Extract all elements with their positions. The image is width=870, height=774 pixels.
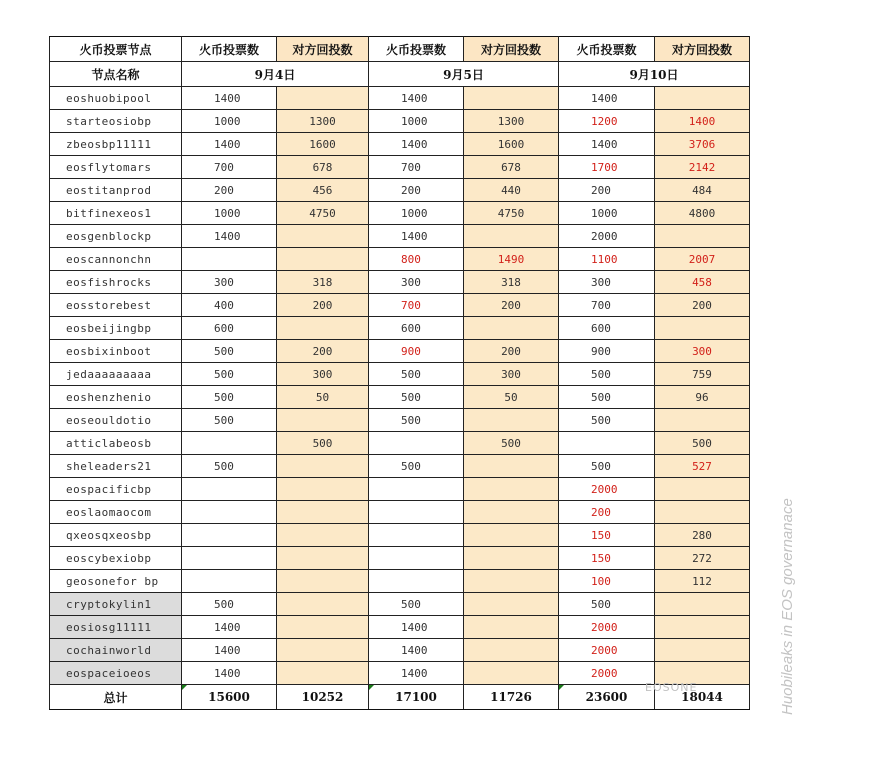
return-votes-cell: 200 — [277, 294, 369, 317]
table-row — [50, 386, 750, 409]
header-date: 9月5日 — [369, 62, 559, 87]
node-name-cell: eosflytomars — [50, 156, 182, 179]
node-name-cell: cryptokylin1 — [50, 593, 182, 616]
return-votes-cell — [277, 87, 369, 110]
huobi-votes-cell — [182, 248, 277, 271]
huobi-votes-cell: 1400 — [559, 87, 655, 110]
table-row — [50, 524, 750, 547]
huobi-votes-cell: 1000 — [182, 202, 277, 225]
node-name-cell: eosgenblockp — [50, 225, 182, 248]
huobi-votes-cell: 500 — [182, 409, 277, 432]
huobi-votes-cell: 1400 — [182, 225, 277, 248]
return-votes-cell: 300 — [277, 363, 369, 386]
return-votes-cell: 1490 — [464, 248, 559, 271]
return-votes-cell: 1600 — [277, 133, 369, 156]
return-votes-cell — [464, 593, 559, 616]
table-row — [50, 478, 750, 501]
huobi-votes-cell: 400 — [182, 294, 277, 317]
return-votes-cell — [655, 639, 750, 662]
return-votes-cell: 200 — [464, 294, 559, 317]
huobi-votes-cell: 500 — [182, 386, 277, 409]
table-row — [50, 363, 750, 386]
return-votes-cell: 456 — [277, 179, 369, 202]
huobi-votes-cell: 2000 — [559, 639, 655, 662]
return-votes-cell: 318 — [277, 271, 369, 294]
table-row — [50, 317, 750, 340]
return-votes-cell — [277, 225, 369, 248]
header-huobi-votes: 火币投票数 — [559, 37, 655, 62]
header-return-votes: 对方回投数 — [277, 37, 369, 62]
huobi-votes-cell: 1400 — [182, 133, 277, 156]
table-row — [50, 639, 750, 662]
huobi-votes-cell: 1400 — [369, 662, 464, 685]
huobi-votes-cell: 1400 — [182, 639, 277, 662]
total-value-cell: 15600 — [182, 685, 277, 710]
huobi-votes-cell: 700 — [182, 156, 277, 179]
return-votes-cell: 4750 — [464, 202, 559, 225]
return-votes-cell — [464, 478, 559, 501]
table-row — [50, 87, 750, 110]
return-votes-cell: 112 — [655, 570, 750, 593]
huobi-votes-cell: 700 — [369, 156, 464, 179]
huobi-votes-cell: 700 — [559, 294, 655, 317]
huobi-votes-cell: 500 — [559, 455, 655, 478]
huobi-votes-cell: 200 — [559, 501, 655, 524]
huobi-votes-cell — [182, 501, 277, 524]
table-row — [50, 248, 750, 271]
huobi-votes-cell: 600 — [559, 317, 655, 340]
node-name-cell: eosstorebest — [50, 294, 182, 317]
table-row — [50, 547, 750, 570]
huobi-votes-cell: 500 — [369, 386, 464, 409]
header-node: 火币投票节点 — [50, 37, 182, 62]
return-votes-cell — [277, 409, 369, 432]
return-votes-cell: 678 — [277, 156, 369, 179]
huobi-votes-cell — [559, 432, 655, 455]
return-votes-cell — [655, 501, 750, 524]
huobi-votes-cell: 1000 — [182, 110, 277, 133]
huobi-votes-cell: 1400 — [369, 87, 464, 110]
huobi-votes-cell: 1000 — [559, 202, 655, 225]
huobi-votes-cell — [182, 547, 277, 570]
return-votes-cell — [464, 317, 559, 340]
huobi-votes-cell: 2000 — [559, 662, 655, 685]
node-name-cell: geosonefor bp — [50, 570, 182, 593]
table-row — [50, 340, 750, 363]
huobi-votes-cell: 800 — [369, 248, 464, 271]
node-name-cell: sheleaders21 — [50, 455, 182, 478]
return-votes-cell: 1600 — [464, 133, 559, 156]
header-huobi-votes: 火币投票数 — [369, 37, 464, 62]
return-votes-cell: 300 — [464, 363, 559, 386]
huobi-votes-cell: 2000 — [559, 478, 655, 501]
return-votes-cell — [464, 409, 559, 432]
huobi-votes-cell: 500 — [559, 593, 655, 616]
huobi-votes-cell: 300 — [559, 271, 655, 294]
node-name-cell: eoscybexiobp — [50, 547, 182, 570]
return-votes-cell — [464, 570, 559, 593]
huobi-votes-cell: 200 — [369, 179, 464, 202]
table-row — [50, 294, 750, 317]
huobi-votes-cell: 500 — [182, 340, 277, 363]
node-name-cell: bitfinexeos1 — [50, 202, 182, 225]
return-votes-cell — [464, 616, 559, 639]
return-votes-cell — [464, 547, 559, 570]
table-row — [50, 225, 750, 248]
huobi-votes-cell: 200 — [559, 179, 655, 202]
return-votes-cell: 4800 — [655, 202, 750, 225]
return-votes-cell — [277, 593, 369, 616]
node-name-cell: atticlabeosb — [50, 432, 182, 455]
huobi-votes-cell — [369, 524, 464, 547]
huobi-votes-cell — [369, 432, 464, 455]
huobi-votes-cell: 1400 — [182, 87, 277, 110]
huobi-votes-cell: 300 — [369, 271, 464, 294]
huobi-votes-cell: 700 — [369, 294, 464, 317]
huobi-votes-cell — [182, 524, 277, 547]
return-votes-cell — [277, 616, 369, 639]
node-name-cell: qxeosqxeosbp — [50, 524, 182, 547]
huobi-votes-cell: 150 — [559, 524, 655, 547]
node-name-cell: cochainworld — [50, 639, 182, 662]
huobi-votes-cell: 500 — [182, 455, 277, 478]
node-name-cell: eosfishrocks — [50, 271, 182, 294]
total-value-cell: 17100 — [369, 685, 464, 710]
return-votes-cell: 759 — [655, 363, 750, 386]
return-votes-cell: 500 — [464, 432, 559, 455]
node-name-cell: eospaceioeos — [50, 662, 182, 685]
huobi-votes-cell: 1000 — [369, 202, 464, 225]
header-return-votes: 对方回投数 — [655, 37, 750, 62]
return-votes-cell: 50 — [277, 386, 369, 409]
return-votes-cell: 200 — [655, 294, 750, 317]
table-row — [50, 110, 750, 133]
return-votes-cell — [464, 225, 559, 248]
return-votes-cell — [655, 593, 750, 616]
huobi-votes-cell: 1400 — [182, 662, 277, 685]
side-caption: Huobileaks in EOS governanace — [779, 498, 796, 715]
return-votes-cell: 527 — [655, 455, 750, 478]
table-row — [50, 501, 750, 524]
huobi-votes-cell: 500 — [182, 363, 277, 386]
total-value-cell: 18044 — [655, 685, 750, 710]
return-votes-cell: 484 — [655, 179, 750, 202]
node-name-cell: eospacificbp — [50, 478, 182, 501]
return-votes-cell — [464, 455, 559, 478]
return-votes-cell: 300 — [655, 340, 750, 363]
table-subheader-row — [50, 62, 750, 87]
table-row — [50, 133, 750, 156]
header-date: 9月10日 — [559, 62, 750, 87]
huobi-votes-cell: 1200 — [559, 110, 655, 133]
huobi-votes-cell: 500 — [369, 593, 464, 616]
return-votes-cell — [655, 478, 750, 501]
return-votes-cell: 50 — [464, 386, 559, 409]
table-row — [50, 156, 750, 179]
vote-exchange-table — [49, 36, 750, 710]
node-name-cell: jedaaaaaaaaa — [50, 363, 182, 386]
huobi-votes-cell: 1400 — [369, 616, 464, 639]
return-votes-cell: 272 — [655, 547, 750, 570]
return-votes-cell: 678 — [464, 156, 559, 179]
table-header-row — [50, 37, 750, 62]
return-votes-cell: 500 — [655, 432, 750, 455]
huobi-votes-cell — [369, 501, 464, 524]
table-row — [50, 570, 750, 593]
huobi-votes-cell: 600 — [369, 317, 464, 340]
return-votes-cell: 96 — [655, 386, 750, 409]
huobi-votes-cell — [182, 478, 277, 501]
table-row — [50, 455, 750, 478]
header-huobi-votes: 火币投票数 — [182, 37, 277, 62]
total-value-cell: 11726 — [464, 685, 559, 710]
return-votes-cell: 4750 — [277, 202, 369, 225]
return-votes-cell: 280 — [655, 524, 750, 547]
return-votes-cell — [277, 455, 369, 478]
huobi-votes-cell: 1400 — [559, 133, 655, 156]
return-votes-cell: 458 — [655, 271, 750, 294]
return-votes-cell — [277, 547, 369, 570]
node-name-cell: eosbeijingbp — [50, 317, 182, 340]
return-votes-cell: 1300 — [464, 110, 559, 133]
return-votes-cell — [277, 478, 369, 501]
huobi-votes-cell — [369, 547, 464, 570]
return-votes-cell — [464, 87, 559, 110]
return-votes-cell: 440 — [464, 179, 559, 202]
return-votes-cell — [464, 639, 559, 662]
node-name-cell: zbeosbp11111 — [50, 133, 182, 156]
total-value-cell: 10252 — [277, 685, 369, 710]
huobi-votes-cell — [369, 570, 464, 593]
return-votes-cell: 500 — [277, 432, 369, 455]
huobi-votes-cell — [369, 478, 464, 501]
huobi-votes-cell: 2000 — [559, 616, 655, 639]
return-votes-cell: 200 — [464, 340, 559, 363]
return-votes-cell — [464, 662, 559, 685]
return-votes-cell — [655, 225, 750, 248]
table-row — [50, 179, 750, 202]
return-votes-cell — [277, 639, 369, 662]
return-votes-cell — [277, 317, 369, 340]
huobi-votes-cell: 500 — [369, 409, 464, 432]
return-votes-cell — [655, 409, 750, 432]
huobi-votes-cell: 100 — [559, 570, 655, 593]
node-name-cell: eostitanprod — [50, 179, 182, 202]
table-row — [50, 409, 750, 432]
node-name-cell: eoscannonchn — [50, 248, 182, 271]
huobi-votes-cell: 1700 — [559, 156, 655, 179]
return-votes-cell — [464, 524, 559, 547]
return-votes-cell — [277, 501, 369, 524]
return-votes-cell — [655, 87, 750, 110]
huobi-votes-cell: 2000 — [559, 225, 655, 248]
huobi-votes-cell: 500 — [559, 409, 655, 432]
huobi-votes-cell: 300 — [182, 271, 277, 294]
huobi-votes-cell: 500 — [369, 455, 464, 478]
node-name-cell: eoshenzhenio — [50, 386, 182, 409]
huobi-votes-cell: 1400 — [369, 133, 464, 156]
return-votes-cell: 318 — [464, 271, 559, 294]
node-name-cell: eoslaomaocom — [50, 501, 182, 524]
return-votes-cell — [277, 524, 369, 547]
huobi-votes-cell: 1400 — [369, 639, 464, 662]
total-value-cell: 23600 — [559, 685, 655, 710]
return-votes-cell — [464, 501, 559, 524]
node-name-cell: eoseouldotio — [50, 409, 182, 432]
table-row — [50, 432, 750, 455]
huobi-votes-cell — [182, 570, 277, 593]
table-row — [50, 616, 750, 639]
total-label: 总计 — [50, 685, 182, 710]
header-node-name: 节点名称 — [50, 62, 182, 87]
header-return-votes: 对方回投数 — [464, 37, 559, 62]
return-votes-cell — [277, 662, 369, 685]
return-votes-cell — [655, 317, 750, 340]
table-row — [50, 593, 750, 616]
return-votes-cell — [277, 570, 369, 593]
table-row — [50, 271, 750, 294]
return-votes-cell — [655, 616, 750, 639]
huobi-votes-cell: 500 — [182, 593, 277, 616]
watermark-logo: EOSONE — [645, 681, 698, 694]
return-votes-cell: 1300 — [277, 110, 369, 133]
return-votes-cell: 3706 — [655, 133, 750, 156]
node-name-cell: eosbixinboot — [50, 340, 182, 363]
huobi-votes-cell: 1000 — [369, 110, 464, 133]
node-name-cell: eosiosg11111 — [50, 616, 182, 639]
huobi-votes-cell: 1400 — [369, 225, 464, 248]
huobi-votes-cell: 600 — [182, 317, 277, 340]
header-date: 9月4日 — [182, 62, 369, 87]
node-name-cell: eoshuobipool — [50, 87, 182, 110]
huobi-votes-cell: 900 — [559, 340, 655, 363]
return-votes-cell: 1400 — [655, 110, 750, 133]
huobi-votes-cell: 150 — [559, 547, 655, 570]
return-votes-cell: 200 — [277, 340, 369, 363]
return-votes-cell: 2142 — [655, 156, 750, 179]
huobi-votes-cell — [182, 432, 277, 455]
huobi-votes-cell: 500 — [369, 363, 464, 386]
huobi-votes-cell: 500 — [559, 386, 655, 409]
huobi-votes-cell: 1400 — [182, 616, 277, 639]
return-votes-cell — [277, 248, 369, 271]
node-name-cell: starteosiobp — [50, 110, 182, 133]
huobi-votes-cell: 900 — [369, 340, 464, 363]
huobi-votes-cell: 1100 — [559, 248, 655, 271]
return-votes-cell: 2007 — [655, 248, 750, 271]
huobi-votes-cell: 500 — [559, 363, 655, 386]
huobi-votes-cell: 200 — [182, 179, 277, 202]
table-row — [50, 202, 750, 225]
